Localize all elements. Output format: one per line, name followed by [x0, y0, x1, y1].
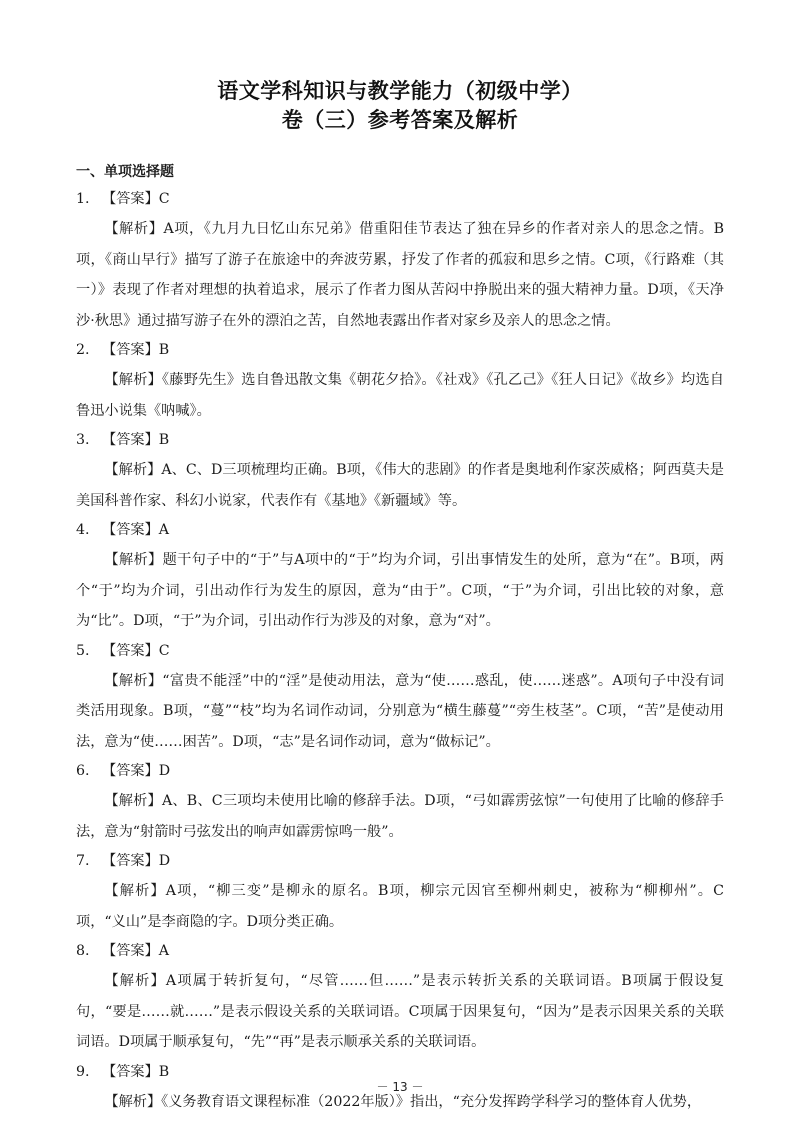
page-number: － 13 － [376, 1080, 424, 1094]
answer-line [76, 641, 724, 662]
answer-line [76, 941, 724, 962]
question-item-2 [76, 340, 724, 426]
answer-text: 【答案】A [102, 522, 169, 538]
answer-line [76, 851, 724, 872]
answer-text: 【答案】A [102, 943, 169, 959]
answer-line [76, 520, 724, 541]
document-title-line-1: 语文学科知识与教学能力（初级中学） [217, 79, 583, 103]
answer-text: 【答案】B [102, 1063, 170, 1080]
explanation-text: 【解析】《义务教育语文课程标准（2022年版）》指出，“充分发挥跨学科学习的整体育人优势， [104, 1093, 702, 1110]
explanation-text: 【解析】题干句子中的“于”与A项中的“于”均为介词，引出事情发生的处所，意为“在”。B项，两个“于”均为介词，引出动作行为发生的原因，意为“由于”。C项，“于”为介词，引出比较的对象，意为“比”。D项，“于”为介词，引出动作行为涉及的对象，意为“对”。 [76, 552, 724, 629]
answer-list [76, 189, 724, 1121]
question-item-6 [76, 761, 724, 847]
explanation-text: 【解析】A项，《九月九日忆山东兄弟》借重阳佳节表达了独在异乡的作者对亲人的思念之情。B项，《商山早行》描写了游子在旅途中的奔波劳累，抒发了作者的孤寂和思乡之情。C项，《行路难（其一）》表现了作者对理想的执着追求，展示了作者力图从苦闷中挣脱出来的强大精神力量。D项，《天净沙·秋思》通过描写游子在外的漂泊之苦，自然地表露出作者对家乡及亲人的思念之情。 [76, 221, 724, 329]
answer-text: 【答案】B [102, 342, 170, 358]
answer-line [76, 340, 724, 361]
question-number: 1. [76, 191, 90, 207]
question-number: 5. [76, 642, 90, 659]
answer-text: 【答案】C [102, 642, 170, 659]
question-item-5 [76, 641, 724, 758]
question-item-1 [76, 189, 724, 336]
document-title-line-2: 卷（三）参考答案及解析 [281, 108, 519, 132]
explanation-text: 【解析】A项，“柳三变”是柳永的原名。B项，柳宗元因官至柳州刺史，被称为“柳柳州”。C项，“义山”是李商隐的字。D项分类正确。 [76, 883, 724, 930]
section-heading: 一、单项选择题 [76, 164, 174, 180]
question-item-7 [76, 851, 724, 937]
answer-text: 【答案】D [102, 853, 171, 869]
question-number: 2. [76, 342, 90, 358]
explanation-text: 【解析】“富贵不能淫”中的“淫”是使动用法，意为“使……惑乱，使……迷惑”。A项句子中没有词类活用现象。B项，“蔓”“枝”均为名词作动词，分别意为“横生藤蔓”“旁生枝茎”。C项，“苦”是使动用法，意为“使……困苦”。D项，“志”是名词作动词，意为“做标记”。 [76, 672, 724, 750]
question-number: 4. [76, 522, 90, 538]
answer-line [76, 761, 724, 782]
answer-text: 【答案】C [102, 191, 170, 207]
answer-text: 【答案】B [102, 432, 170, 448]
question-number: 9. [76, 1063, 90, 1080]
question-number: 7. [76, 853, 90, 869]
explanation-text: 【解析】A、B、C三项均未使用比喻的修辞手法。D项，“弓如霹雳弦惊”一句使用了比喻的修辞手法，意为“射箭时弓弦发出的响声如霹雳惊鸣一般”。 [76, 793, 724, 840]
answer-line [76, 430, 724, 451]
question-item-8 [76, 941, 724, 1058]
question-number: 6. [76, 763, 90, 779]
explanation-text: 【解析】A项属于转折复句，“尽管……但……”是表示转折关系的关联词语。B项属于假设复句，“要是……就……”是表示假设关系的关联词语。C项属于因果复句，“因为”是表示因果关系的关联词语。D项属于顺承复句，“先”“再”是表示顺承关系的关联词语。 [76, 973, 724, 1050]
question-item-3 [76, 430, 724, 516]
explanation-text: 【解析】《藤野先生》选自鲁迅散文集《朝花夕拾》。《社戏》《孔乙己》《狂人日记》《故乡》均选自鲁迅小说集《呐喊》。 [76, 372, 724, 419]
question-number: 8. [76, 943, 90, 959]
question-item-4 [76, 520, 724, 637]
explanation-text: 【解析】A、C、D三项梳理均正确。B项，《伟大的悲剧》的作者是奥地利作家茨威格；阿西莫夫是美国科普作家、科幻小说家，代表作有《基地》《新疆域》等。 [76, 462, 724, 509]
question-number: 3. [76, 432, 90, 448]
answer-text: 【答案】D [102, 763, 171, 779]
answer-line [76, 189, 724, 210]
